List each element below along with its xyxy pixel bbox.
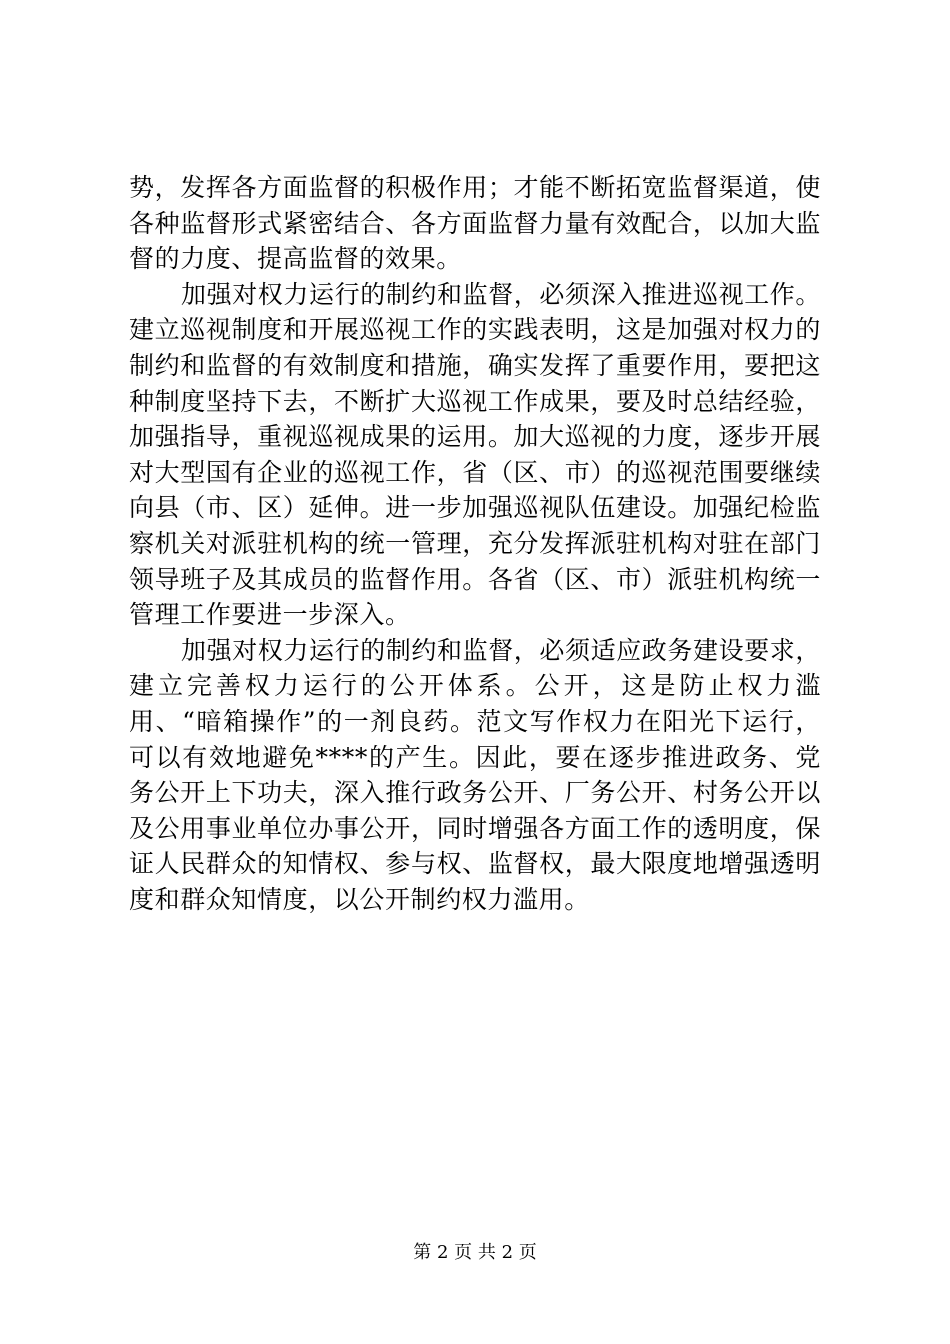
- paragraph-continuation: 势，发挥各方面监督的积极作用；才能不断拓宽监督渠道，使各种监督形式紧密结合、各方面监督力量有效配合，以加大监督的力度、提高监督的效果。: [129, 173, 821, 274]
- page-number-footer: 第 2 页 共 2 页: [413, 1242, 537, 1263]
- paragraph-openness-system: 加强对权力运行的制约和监督，必须适应政务建设要求，建立完善权力运行的公开体系。公开，这是防止权力滥用、“暗箱操作”的一剂良药。范文写作权力在阳光下运行，可以有效地避免****的产生。因此，要在逐步推进政务、党务公开上下功夫，深入推行政务公开、厂务公开、村务公开以及公用事业单位办事公开，同时增强各方面工作的透明度，保证人民群众的知情权、参与权、监督权，最大限度地增强透明度和群众知情度，以公开制约权力滥用。: [129, 635, 822, 914]
- paragraph-inspection-work: 加强对权力运行的制约和监督，必须深入推进巡视工作。建立巡视制度和开展巡视工作的实践表明，这是加强对权力的制约和监督的有效制度和措施，确实发挥了重要作用，要把这种制度坚持下去，不断扩大巡视工作成果，要及时总结经验，加强指导，重视巡视成果的运用。加大巡视的力度，逐步开展对大型国有企业的巡视工作，省（区、市）的巡视范围要继续向县（市、区）延伸。进一步加强巡视队伍建设。加强纪检监察机关对派驻机构的统一管理，充分发挥派驻机构对驻在部门领导班子及其成员的监督作用。各省（区、市）派驻机构统一管理工作要进一步深入。: [129, 279, 822, 630]
- document-body: [129, 170, 821, 917]
